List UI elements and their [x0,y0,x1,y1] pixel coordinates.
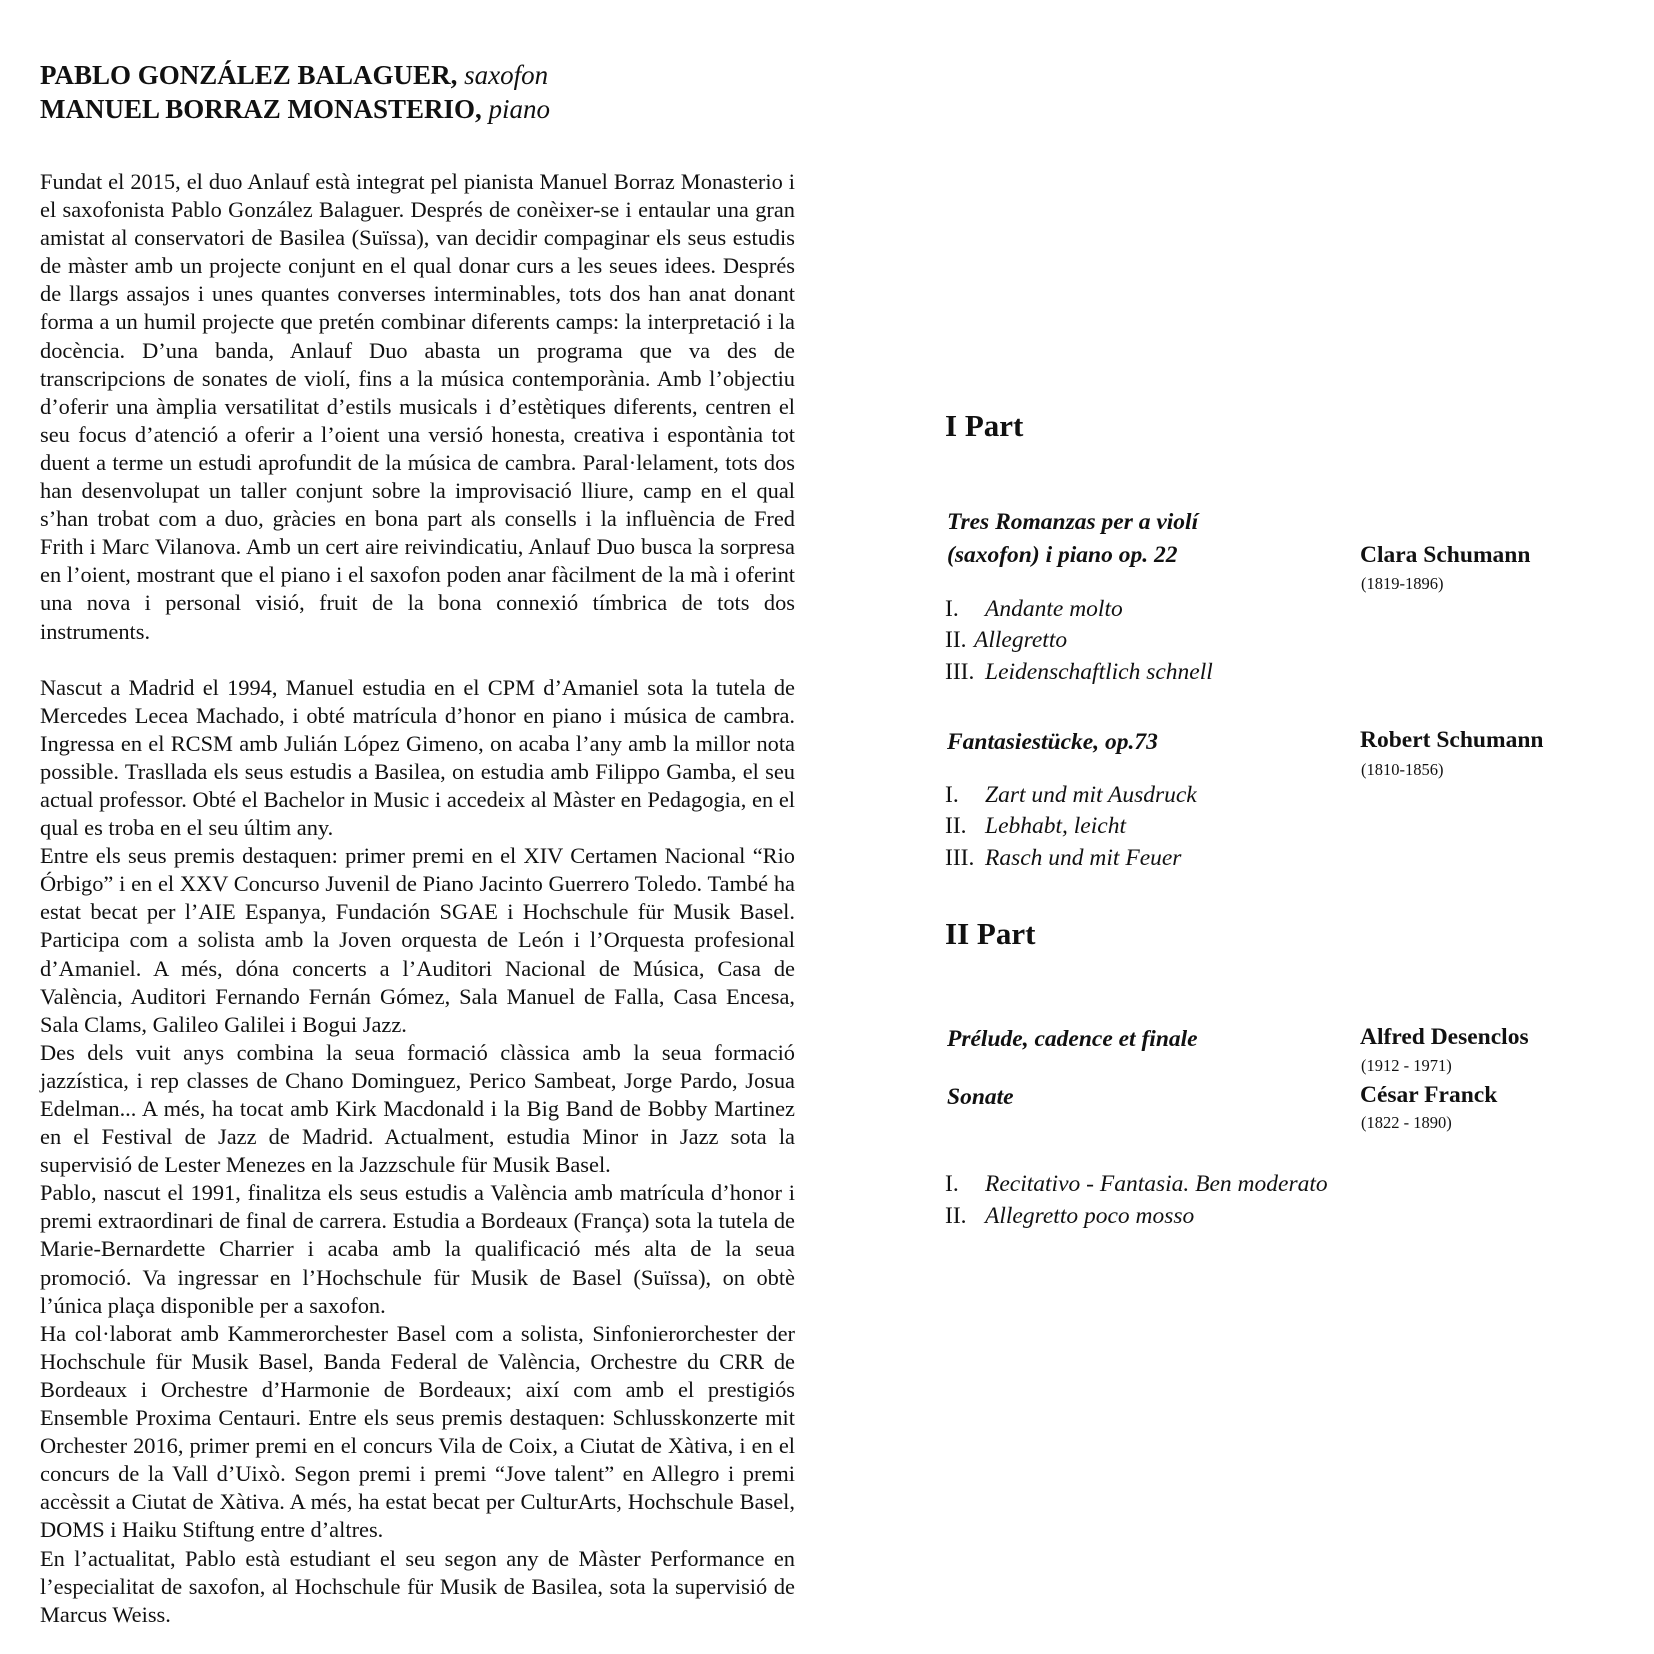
movement-name: Recitativo - Fantasia. Ben moderato [985,1171,1328,1197]
work-title: Tres Romanzas per a violí [947,509,1199,535]
performer-name: MANUEL BORRAZ MONASTERIO, [40,94,482,124]
movement-number: II. [945,813,967,839]
movement-name: Andante molto [985,596,1123,622]
movement-name: Leidenschaftlich schnell [985,659,1213,685]
composer-name: Robert Schumann [1360,727,1544,753]
performer-name: PABLO GONZÁLEZ BALAGUER, [40,60,458,90]
composer-dates: (1912 - 1971) [1361,1056,1452,1075]
movement-number: I. [945,596,959,622]
composer-dates: (1810-1856) [1361,760,1444,779]
bio-paragraph-manuel: Nascut a Madrid el 1994, Manuel estudia en el CPM d’Amaniel sota la tutela de Mercedes Lecea Machado, i obté matrícula d’honor en piano i música de cambra. Ingressa en el RCSM amb Julián López Gimeno, on acaba l’any amb la millor nota possible. Trasllada els seus estudis a Basilea, on estudia amb Filippo Gamba, el seu actual professor. Obté el Bachelor in Music i accedeix al Màster en Pedagogia, en el qual es troba en el seu últim any. [40,674,795,841]
performer-instrument: saxofon [464,60,549,90]
movement-name: Allegretto [974,627,1068,653]
left-column [40,58,795,1629]
movement-item [945,813,1126,840]
movement-item [945,659,1213,686]
movement-item [945,1171,1328,1198]
biography [40,168,795,1629]
movement-number: I. [945,782,959,808]
bio-paragraph-manuel-awards: Entre els seus premis destaquen: primer premi en el XIV Certamen Nacional “Rio Órbigo” i en el XXV Concurso Juvenil de Piano Jacinto Guerrero Toledo. També ha estat becat per l’AIE Espanya, Fundación SGAE i Hochschule für Musik Basel. Participa com a solista amb la Joven orquesta de León i l’Orquesta profesional d’Amaniel. A més, dóna concerts a l’Auditori Nacional de Música, Casa de València, Auditori Fernando Fernán Gómez, Sala Manuel de Falla, Casa Encesa, Sala Clams, Galileo Galilei i Bogui Jazz. [40,843,795,1037]
composer-name: Alfred Desenclos [1360,1024,1529,1050]
movement-name: Allegretto poco mosso [985,1203,1195,1229]
performer-line [40,58,795,92]
bio-paragraph-pablo-collaborations: Ha col·laborat amb Kammerorchester Basel com a solista, Sinfonierorchester der Hochschule für Musik Basel, Banda Federal de València, Orchestre du CRR de Bordeaux i Orchestre d’Harmonie de Bordeaux; així com amb el prestigiós Ensemble Proxima Centauri. Entre els seus premis destaquen: Schlusskonzerte mit Orchester 2016, primer premi en el concurs Vila de Coix, a Ciutat de Xàtiva, i en el concurs de la Vall d’Uixò. Segon premi i premi “Jove talent” en Allegro i premi accèssit a Ciutat de Xàtiva. A més, ha estat becat per CulturArts, Hochschule Basel, DOMS i Haiku Stiftung entre d’altres. [40,1320,795,1543]
program-column [945,0,1635,1654]
composer-dates: (1819-1896) [1361,574,1444,593]
composer-name: César Franck [1360,1082,1498,1108]
movement-item [945,627,1067,654]
work-title: (saxofon) i piano op. 22 [947,542,1178,568]
part-heading: I Part [945,408,1024,443]
bio-paragraph-manuel-jazz: Des dels vuit anys combina la seua formació clàssica amb la seua formació jazzística, i rep classes de Chano Dominguez, Perico Sambeat, Jorge Pardo, Josua Edelman... A més, ha tocat amb Kirk Macdonald i la Big Band de Bobby Martinez en el Festival de Jazz de Madrid. Actualment, estudia Minor in Jazz sota la supervisió de Lester Menezes en la Jazzschule für Musik Basel. [40,1039,795,1178]
bio-paragraph-pablo: Pablo, nascut el 1991, finalitza els seus estudis a València amb matrícula d’honor i premi extraordinari de final de carrera. Estudia a Bordeaux (França) sota la tutela de Marie-Bernardette Charrier i acaba amb la qualificació més alta de la seua promoció. Va ingressar en l’Hochschule für Musik de Basel (Suïssa), on obtè l’única plaça disponible per a saxofon. [40,1180,795,1318]
part-heading: II Part [945,916,1036,951]
bio-paragraph-duo: Fundat el 2015, el duo Anlauf està integrat pel pianista Manuel Borraz Monasterio i el saxofonista Pablo González Balaguer. Després de conèixer-se i entaular una gran amistat al conservatori de Basilea (Suïssa), van decidir compaginar els seus estudis de màster amb un projecte conjunt en el qual donar curs a les seues idees. Després de llargs assajos i unes quantes converses interminables, tots dos han anat donant forma a un humil projecte que pretén combinar diferents camps: la interpretació i la docència. D’una banda, Anlauf Duo abasta un programa que va des de transcripcions de sonates de violí, fins a la música contemporània. Amb l’objectiu d’oferir una àmplia versatilitat d’estils musicals i d’estètiques diferents, centren el seu focus d’atenció a oferir a l’oient una versió honesta, creativa i espontània tot duent a terme un estudi aprofundit de la música de cambra. Paral·lelament, tots dos han desenvolupat un taller conjunt sobre la improvisació lliure, camp en el qual s’han trobat com a duo, gràcies en bona part als consells i la influència de Fred Frith i Marc Vilanova. Amb un cert aire reivindicatiu, Anlauf Duo busca la sorpresa en l’oient, mostrant que el piano i el saxofon poden anar fàcilment de la mà i oferint una nova i personal visió, fruit de la bona connexió tímbrica de tots dos instruments. [40,169,795,644]
movement-number: I. [945,1171,959,1197]
movement-name: Zart und mit Ausdruck [985,782,1197,808]
movement-item [945,1203,1194,1230]
movement-item [945,782,1197,809]
movement-name: Lebhabt, leicht [985,813,1126,839]
work-title: Prélude, cadence et finale [947,1026,1198,1052]
work-title: Sonate [947,1084,1014,1110]
movement-number: II. [945,1203,967,1229]
performer-line [40,92,795,126]
movement-item [945,845,1181,872]
performer-instrument: piano [488,94,551,124]
movement-number: III. [945,845,975,871]
movement-item [945,596,1123,623]
composer-dates: (1822 - 1890) [1361,1113,1452,1132]
composer-name: Clara Schumann [1360,542,1531,568]
movement-number: II. [945,627,967,653]
bio-paragraph-pablo-current: En l’actualitat, Pablo està estudiant el seu segon any de Màster Performance en l’especialitat de saxofon, al Hochschule für Musik de Basilea, sota la supervisió de Marcus Weiss. [40,1545,795,1627]
work-title: Fantasiestücke, op.73 [947,729,1158,755]
movement-number: III. [945,659,975,685]
movement-name: Rasch und mit Feuer [985,845,1182,871]
